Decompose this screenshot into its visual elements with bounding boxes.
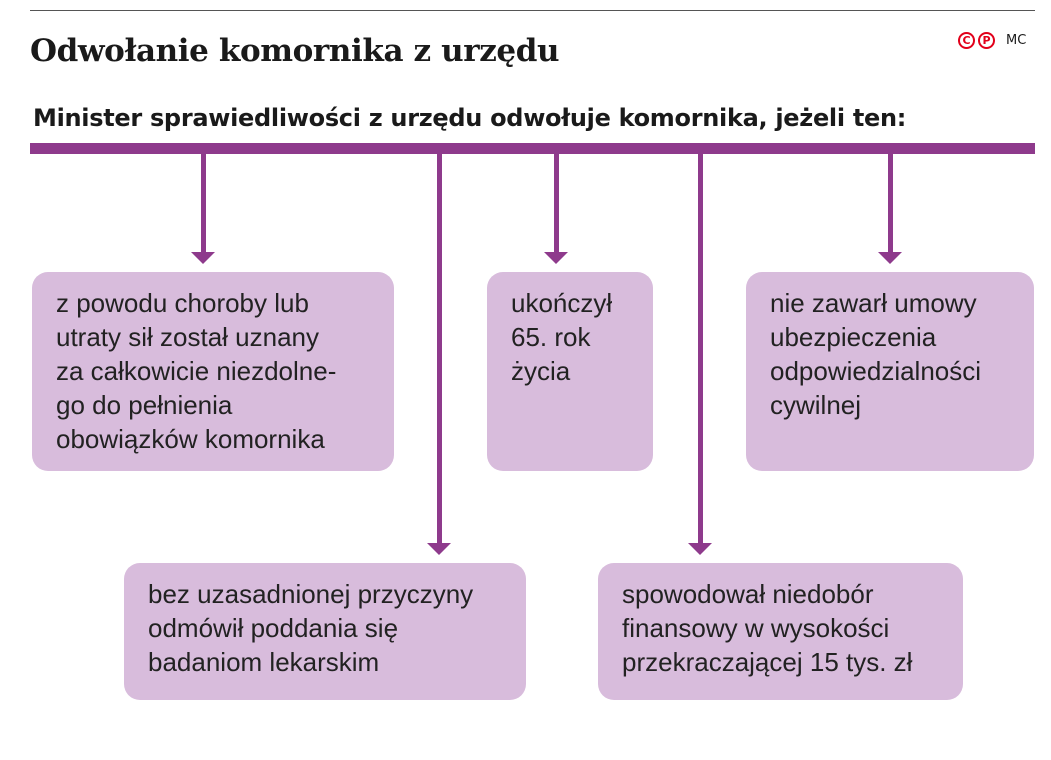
condition-box-age: ukończył 65. rok życia [487, 272, 653, 471]
condition-box-insurance: nie zawarł umowy ubezpieczenia odpowiedzialności cywilnej [746, 272, 1034, 471]
connector-line-5 [888, 150, 893, 252]
condition-box-illness: z powodu choroby lub utraty sił został uznany za całkowicie niezdolne- go do pełnienia obowiązków komornika [32, 272, 394, 471]
diagram-subtitle: Minister sprawiedliwości z urzędu odwołuje komornika, jeżeli ten: [33, 104, 907, 132]
connector-line-2 [437, 150, 442, 543]
publisher-logo [958, 30, 1026, 50]
condition-box-financial-shortfall: spowodował niedobór finansowy w wysokości przekraczającej 15 tys. zł [598, 563, 963, 700]
logo-c-circle: C [958, 32, 975, 49]
horizontal-connector-bar [30, 143, 1035, 154]
arrow-head-2 [427, 543, 451, 555]
connector-line-4 [698, 150, 703, 543]
author-initials: MC [1006, 32, 1027, 48]
arrow-head-3 [544, 252, 568, 264]
logo-p-circle: P [978, 32, 995, 49]
top-rule [30, 10, 1035, 11]
connector-line-3 [554, 150, 559, 252]
arrow-head-4 [688, 543, 712, 555]
arrow-head-5 [878, 252, 902, 264]
condition-box-medical-exam: bez uzasadnionej przyczyny odmówił poddania się badaniom lekarskim [124, 563, 526, 700]
arrow-head-1 [191, 252, 215, 264]
page-title: Odwołanie komornika z urzędu [30, 33, 560, 69]
connector-line-1 [201, 150, 206, 252]
